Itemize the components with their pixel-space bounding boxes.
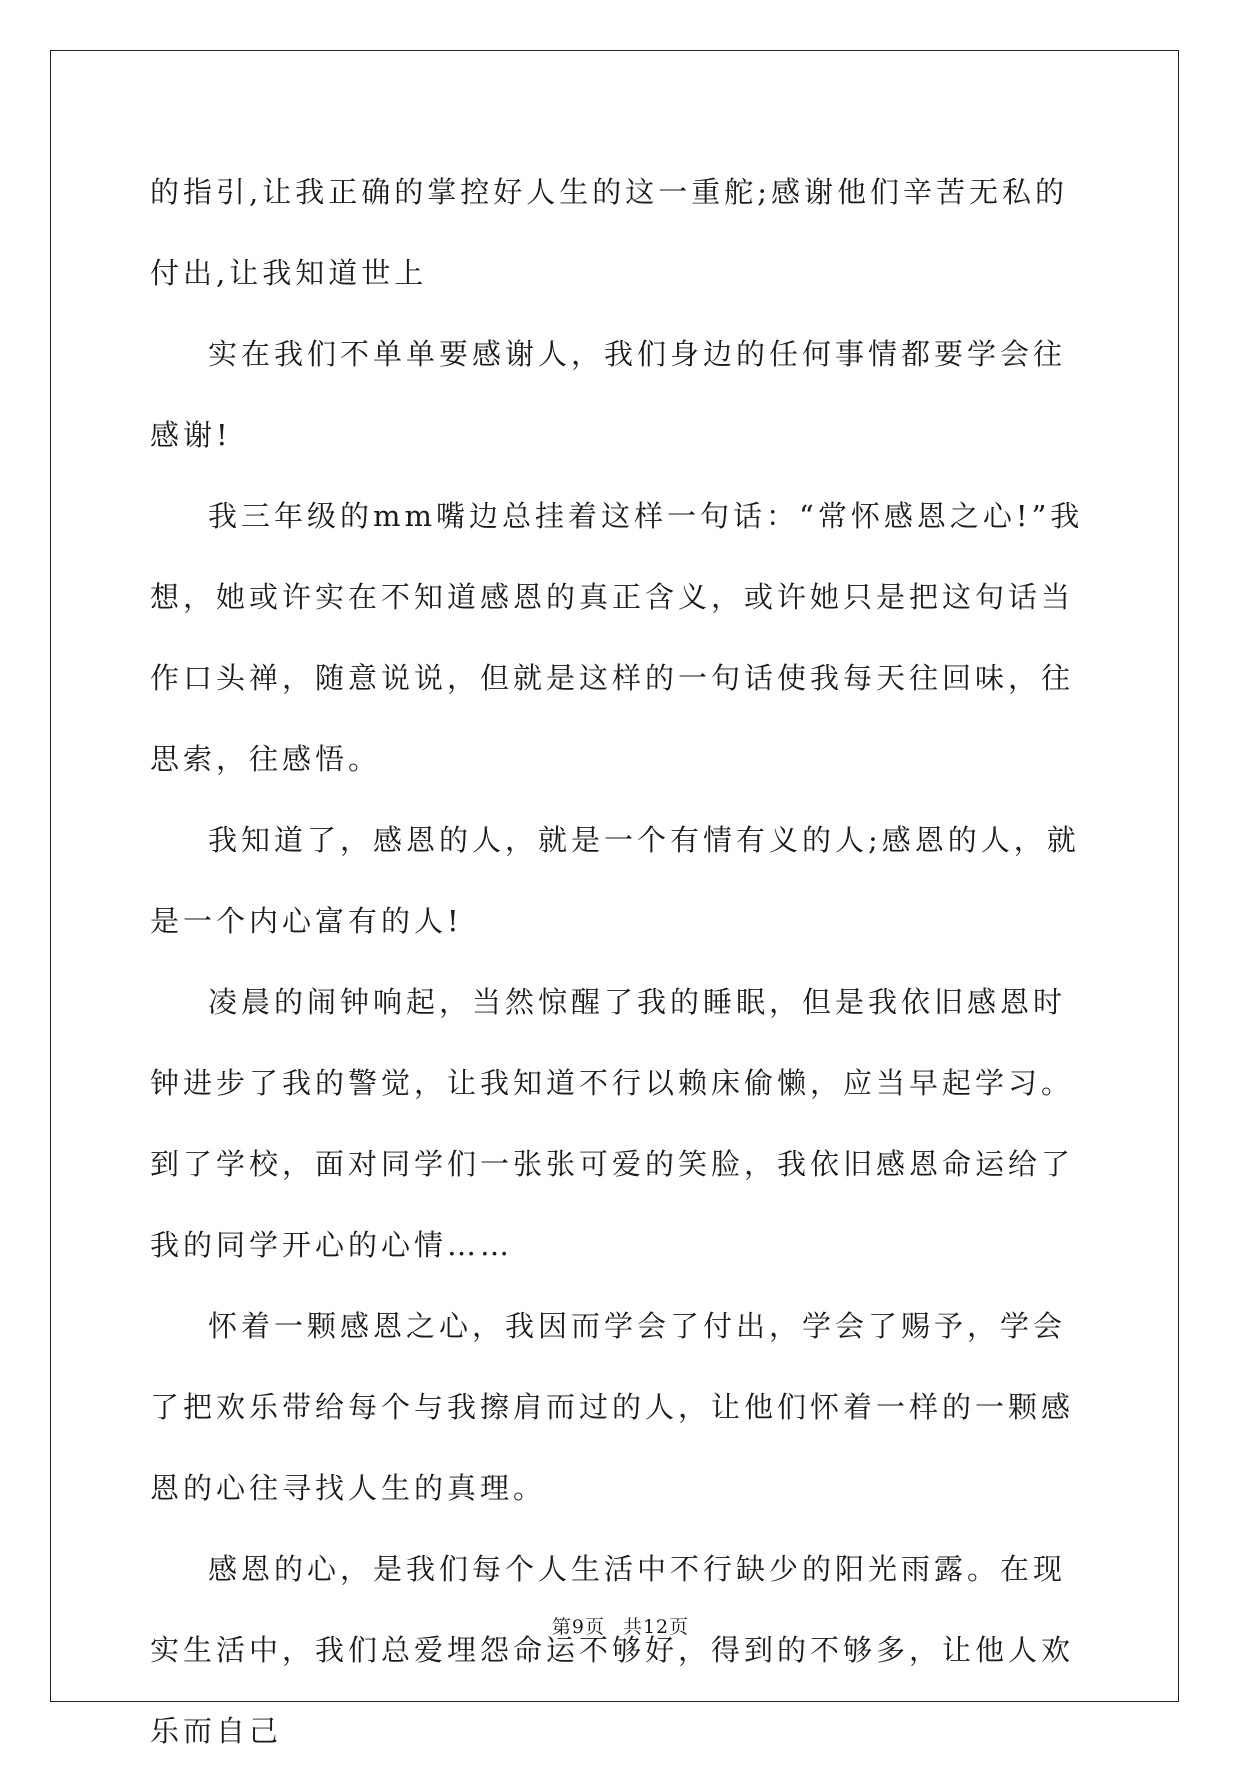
paragraph: 我三年级的mm嘴边总挂着这样一句话：“常怀感恩之心!”我想，她或许实在不知道感恩的真正含义，或许她只是把这句话当作口头禅，随意说说，但就是这样的一句话使我每天往回味，往思索，往感悟。 — [150, 499, 1084, 776]
page-footer — [0, 1612, 1241, 1639]
page-number: 第9页 — [551, 1616, 605, 1638]
paragraph: 怀着一颗感恩之心，我因而学会了付出，学会了赐予，学会了把欢乐带给每个与我擦肩而过的人，让他们怀着一样的一颗感恩的心往寻找人生的真理。 — [150, 1309, 1075, 1505]
paragraph: 实在我们不单单要感谢人，我们身边的任何事情都要学会往感谢! — [150, 337, 1067, 452]
paragraph: 凌晨的闹钟响起，当然惊醒了我的睡眠，但是我依旧感恩时钟进步了我的警觉，让我知道不行以赖床偷懒，应当早起学习。到了学校，面对同学们一张张可爱的笑脸，我依旧感恩命运给了我的同学开心的心情…… — [150, 985, 1075, 1262]
document-body — [150, 152, 1095, 1772]
paragraph: 的指引,让我正确的掌控好人生的这一重舵;感谢他们辛苦无私的付出,让我知道世上 — [150, 175, 1068, 290]
total-pages: 共12页 — [622, 1616, 690, 1638]
paragraph: 我知道了，感恩的人，就是一个有情有义的人;感恩的人，就是一个内心富有的人! — [150, 823, 1080, 938]
paragraph: 感恩的心，是我们每个人生活中不行缺少的阳光雨露。在现实生活中，我们总爱埋怨命运不够好，得到的不够多，让他人欢乐而自己 — [150, 1552, 1075, 1748]
